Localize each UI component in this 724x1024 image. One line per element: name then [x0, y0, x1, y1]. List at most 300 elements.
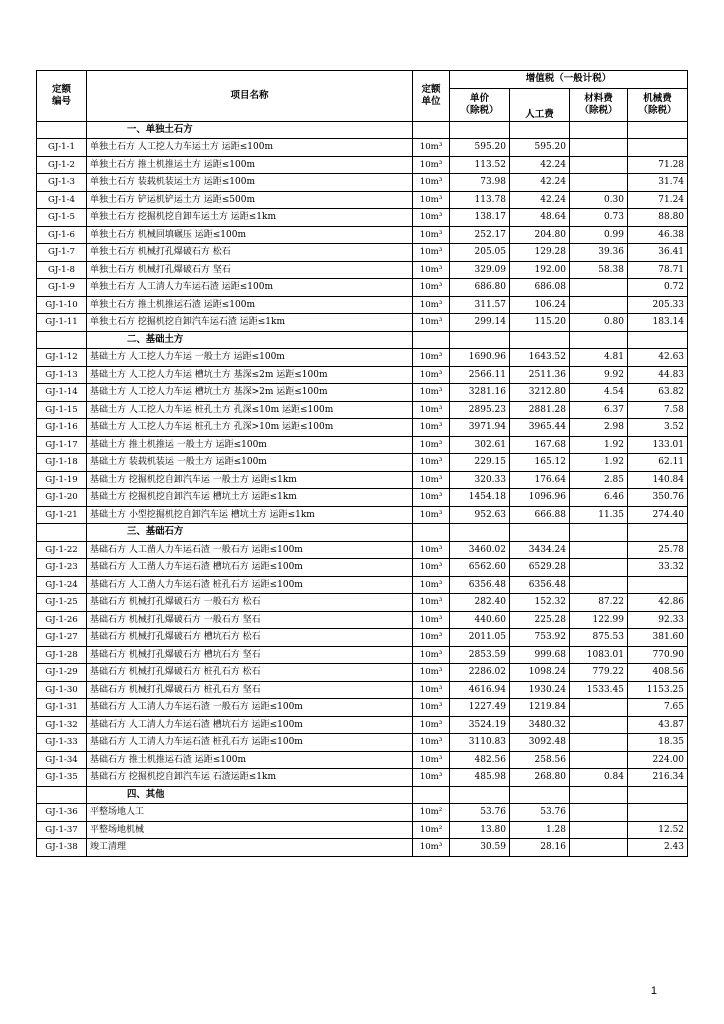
table-row [37, 681, 688, 699]
quota-code: GJ-1-8 [37, 261, 87, 279]
machine-cost: 42.63 [628, 349, 688, 367]
labor-cost: 3480.32 [510, 716, 570, 734]
unit-price: 329.09 [450, 261, 510, 279]
machine-cost: 42.86 [628, 594, 688, 612]
material-cost [570, 839, 628, 857]
labor-cost: 204.80 [510, 226, 570, 244]
unit-price: 302.61 [450, 436, 510, 454]
labor-cost: 165.12 [510, 454, 570, 472]
labor-cost: 258.56 [510, 751, 570, 769]
material-cost: 0.80 [570, 314, 628, 332]
table-row [37, 366, 688, 384]
quota-sheet [36, 70, 687, 857]
quota-code: GJ-1-37 [37, 821, 87, 839]
item-name: 基础土方 人工挖人力车运 桩孔土方 孔深≤10m 运距≤100m [87, 401, 413, 419]
section-empty-cell [510, 331, 570, 349]
table-row [37, 296, 688, 314]
header-labor: 人工费 [510, 88, 570, 121]
quota-code: GJ-1-6 [37, 226, 87, 244]
item-name: 基础石方 机械打孔爆破石方 桩孔石方 松石 [87, 664, 413, 682]
item-name: 单独土石方 机械打孔爆破石方 松石 [87, 244, 413, 262]
unit-price: 2286.02 [450, 664, 510, 682]
quota-unit: 10m³ [413, 646, 450, 664]
item-name: 基础石方 机械打孔爆破石方 槽坑石方 坚石 [87, 646, 413, 664]
header-machine: 机械费 （除税） [628, 88, 688, 121]
quota-unit: 10m³ [413, 191, 450, 209]
quota-code: GJ-1-11 [37, 314, 87, 332]
labor-cost: 152.32 [510, 594, 570, 612]
material-cost: 4.54 [570, 384, 628, 402]
section-code-cell [37, 786, 87, 804]
section-empty-cell [510, 524, 570, 542]
material-cost [570, 139, 628, 157]
unit-price: 1454.18 [450, 489, 510, 507]
quota-unit: 10m³ [413, 716, 450, 734]
header-name: 项目名称 [87, 71, 413, 122]
section-empty-cell [570, 331, 628, 349]
labor-cost: 42.24 [510, 191, 570, 209]
quota-code: GJ-1-30 [37, 681, 87, 699]
material-cost: 39.36 [570, 244, 628, 262]
unit-price: 2011.05 [450, 629, 510, 647]
quota-code: GJ-1-27 [37, 629, 87, 647]
header-unit: 定额 单位 [413, 71, 450, 122]
section-empty-cell [570, 121, 628, 139]
material-cost: 122.99 [570, 611, 628, 629]
machine-cost: 46.38 [628, 226, 688, 244]
item-name: 基础土方 推土机推运 一般土方 运距≤100m [87, 436, 413, 454]
unit-price: 6562.60 [450, 559, 510, 577]
labor-cost: 129.28 [510, 244, 570, 262]
item-name: 基础石方 人工凿人力车运石渣 槽坑石方 运距≤100m [87, 559, 413, 577]
quota-code: GJ-1-22 [37, 541, 87, 559]
item-name: 单独土石方 铲运机铲运土方 运距≤500m [87, 191, 413, 209]
labor-cost: 6529.28 [510, 559, 570, 577]
item-name: 单独土石方 装载机装运土方 运距≤100m [87, 174, 413, 192]
quota-unit: 10m³ [413, 226, 450, 244]
unit-price: 53.76 [450, 804, 510, 822]
labor-cost: 42.24 [510, 156, 570, 174]
quota-code: GJ-1-20 [37, 489, 87, 507]
table-body [37, 121, 688, 856]
material-cost [570, 751, 628, 769]
labor-cost: 1096.96 [510, 489, 570, 507]
item-name: 基础土方 小型挖掘机挖自卸汽车运 槽坑土方 运距≤1km [87, 506, 413, 524]
material-cost: 875.53 [570, 629, 628, 647]
quota-unit: 10m³ [413, 314, 450, 332]
table-row [37, 384, 688, 402]
labor-cost: 6356.48 [510, 576, 570, 594]
machine-cost [628, 576, 688, 594]
item-name: 基础石方 机械打孔爆破石方 桩孔石方 坚石 [87, 681, 413, 699]
table-row [37, 611, 688, 629]
table-row [37, 769, 688, 787]
table-row [37, 506, 688, 524]
item-name: 基础土方 装载机装运 一般土方 运距≤100m [87, 454, 413, 472]
unit-price: 595.20 [450, 139, 510, 157]
quota-code: GJ-1-31 [37, 699, 87, 717]
material-cost: 0.30 [570, 191, 628, 209]
table-row [37, 716, 688, 734]
table-row [37, 804, 688, 822]
quota-code: GJ-1-13 [37, 366, 87, 384]
table-row [37, 244, 688, 262]
quota-unit: 10m³ [413, 839, 450, 857]
material-cost: 0.99 [570, 226, 628, 244]
item-name: 基础土方 挖掘机挖自卸汽车运 槽坑土方 运距≤1km [87, 489, 413, 507]
unit-price: 4616.94 [450, 681, 510, 699]
table-row [37, 471, 688, 489]
table-row [37, 209, 688, 227]
quota-unit: 10m³ [413, 629, 450, 647]
table-row [37, 699, 688, 717]
table-row [37, 226, 688, 244]
material-cost [570, 576, 628, 594]
section-empty-cell [510, 786, 570, 804]
machine-cost: 78.71 [628, 261, 688, 279]
quota-code: GJ-1-15 [37, 401, 87, 419]
item-name: 单独土石方 机械打孔爆破石方 坚石 [87, 261, 413, 279]
quota-code: GJ-1-16 [37, 419, 87, 437]
machine-cost: 63.82 [628, 384, 688, 402]
machine-cost: 1153.25 [628, 681, 688, 699]
machine-cost: 43.87 [628, 716, 688, 734]
section-code-cell [37, 121, 87, 139]
section-empty-cell [570, 786, 628, 804]
machine-cost: 36.41 [628, 244, 688, 262]
unit-price: 30.59 [450, 839, 510, 857]
item-name: 基础石方 机械打孔爆破石方 槽坑石方 松石 [87, 629, 413, 647]
section-empty-cell [413, 786, 450, 804]
quota-code: GJ-1-32 [37, 716, 87, 734]
machine-cost [628, 804, 688, 822]
quota-unit: 10m³ [413, 279, 450, 297]
table-row [37, 751, 688, 769]
unit-price: 1690.96 [450, 349, 510, 367]
machine-cost: 33.32 [628, 559, 688, 577]
quota-unit: 10m³ [413, 401, 450, 419]
labor-cost: 3965.44 [510, 419, 570, 437]
section-title: 四、其他 [87, 786, 413, 804]
unit-price: 2566.11 [450, 366, 510, 384]
labor-cost: 115.20 [510, 314, 570, 332]
material-cost: 1.92 [570, 454, 628, 472]
labor-cost: 48.64 [510, 209, 570, 227]
labor-cost: 686.08 [510, 279, 570, 297]
quota-unit: 10m³ [413, 139, 450, 157]
item-name: 单独土石方 推土机推运石渣 运距≤100m [87, 296, 413, 314]
item-name: 基础石方 人工凿人力车运石渣 桩孔石方 运距≤100m [87, 576, 413, 594]
section-row [37, 786, 688, 804]
section-empty-cell [450, 786, 510, 804]
section-empty-cell [450, 121, 510, 139]
section-empty-cell [628, 524, 688, 542]
section-row [37, 121, 688, 139]
labor-cost: 1643.52 [510, 349, 570, 367]
quota-unit: 10m³ [413, 174, 450, 192]
machine-cost: 350.76 [628, 489, 688, 507]
material-cost: 6.37 [570, 401, 628, 419]
page-number: 1 [650, 985, 657, 997]
section-code-cell [37, 331, 87, 349]
unit-price: 113.78 [450, 191, 510, 209]
quota-unit: 10m³ [413, 699, 450, 717]
quota-unit: 10m³ [413, 349, 450, 367]
item-name: 基础土方 人工挖人力车运 槽坑土方 基深≤2m 运距≤100m [87, 366, 413, 384]
material-cost: 9.92 [570, 366, 628, 384]
unit-price: 73.98 [450, 174, 510, 192]
material-cost: 6.46 [570, 489, 628, 507]
machine-cost: 205.33 [628, 296, 688, 314]
item-name: 单独土石方 挖掘机挖自卸车运土方 运距≤1km [87, 209, 413, 227]
quota-unit: 10m³ [413, 751, 450, 769]
item-name: 单独土石方 人工清人力车运石渣 运距≤100m [87, 279, 413, 297]
material-cost [570, 174, 628, 192]
section-code-cell [37, 524, 87, 542]
material-cost: 1533.45 [570, 681, 628, 699]
labor-cost: 1.28 [510, 821, 570, 839]
labor-cost: 1219.84 [510, 699, 570, 717]
quota-unit: 10m³ [413, 559, 450, 577]
quota-unit: 10m³ [413, 261, 450, 279]
header-code: 定额 编号 [37, 71, 87, 122]
table-row [37, 279, 688, 297]
unit-price: 1227.49 [450, 699, 510, 717]
material-cost [570, 699, 628, 717]
item-name: 平整场地人工 [87, 804, 413, 822]
item-name: 单独土石方 人工挖人力车运土方 运距≤100m [87, 139, 413, 157]
quota-code: GJ-1-36 [37, 804, 87, 822]
quota-unit: 10m³ [413, 611, 450, 629]
item-name: 基础石方 人工清人力车运石渣 槽坑石方 运距≤100m [87, 716, 413, 734]
section-title: 一、单独土石方 [87, 121, 413, 139]
section-title: 二、基础土方 [87, 331, 413, 349]
item-name: 基础土方 人工挖人力车运 一般土方 运距≤100m [87, 349, 413, 367]
header-material: 材料费 （除税） [570, 88, 628, 121]
machine-cost: 216.34 [628, 769, 688, 787]
table-row [37, 436, 688, 454]
table-row [37, 401, 688, 419]
quota-table [36, 70, 688, 857]
quota-unit: 10m³ [413, 681, 450, 699]
unit-price: 2853.59 [450, 646, 510, 664]
section-empty-cell [628, 786, 688, 804]
section-empty-cell [510, 121, 570, 139]
machine-cost: 274.40 [628, 506, 688, 524]
labor-cost: 3092.48 [510, 734, 570, 752]
table-row [37, 646, 688, 664]
unit-price: 320.33 [450, 471, 510, 489]
table-row [37, 664, 688, 682]
machine-cost: 3.52 [628, 419, 688, 437]
unit-price: 3110.83 [450, 734, 510, 752]
machine-cost: 71.28 [628, 156, 688, 174]
quota-code: GJ-1-24 [37, 576, 87, 594]
labor-cost: 167.68 [510, 436, 570, 454]
material-cost: 779.22 [570, 664, 628, 682]
unit-price: 3281.16 [450, 384, 510, 402]
table-row [37, 629, 688, 647]
machine-cost: 133.01 [628, 436, 688, 454]
machine-cost: 31.74 [628, 174, 688, 192]
quota-unit: 10m³ [413, 244, 450, 262]
header-price: 单价 （除税） [450, 88, 510, 121]
machine-cost: 7.58 [628, 401, 688, 419]
item-name: 基础土方 人工挖人力车运 槽坑土方 基深>2m 运距≤100m [87, 384, 413, 402]
labor-cost: 3212.80 [510, 384, 570, 402]
material-cost [570, 734, 628, 752]
quota-unit: 10m³ [413, 454, 450, 472]
table-row [37, 734, 688, 752]
table-row [37, 576, 688, 594]
item-name: 基础石方 人工清人力车运石渣 桩孔石方 运距≤100m [87, 734, 413, 752]
item-name: 竣工清理 [87, 839, 413, 857]
labor-cost: 42.24 [510, 174, 570, 192]
material-cost [570, 156, 628, 174]
labor-cost: 268.80 [510, 769, 570, 787]
quota-code: GJ-1-5 [37, 209, 87, 227]
section-empty-cell [628, 121, 688, 139]
section-empty-cell [450, 524, 510, 542]
quota-unit: 10m³ [413, 471, 450, 489]
quota-code: GJ-1-3 [37, 174, 87, 192]
quota-code: GJ-1-7 [37, 244, 87, 262]
material-cost: 2.98 [570, 419, 628, 437]
table-row [37, 559, 688, 577]
quota-code: GJ-1-10 [37, 296, 87, 314]
quota-unit: 10m³ [413, 576, 450, 594]
unit-price: 282.40 [450, 594, 510, 612]
table-row [37, 541, 688, 559]
machine-cost: 408.56 [628, 664, 688, 682]
quota-unit: 10m² [413, 804, 450, 822]
quota-unit: 10m³ [413, 489, 450, 507]
machine-cost: 62.11 [628, 454, 688, 472]
machine-cost: 71.24 [628, 191, 688, 209]
quota-code: GJ-1-23 [37, 559, 87, 577]
unit-price: 3971.94 [450, 419, 510, 437]
machine-cost: 44.83 [628, 366, 688, 384]
machine-cost: 92.33 [628, 611, 688, 629]
material-cost: 1.92 [570, 436, 628, 454]
table-row [37, 156, 688, 174]
quota-unit: 10m³ [413, 664, 450, 682]
quota-code: GJ-1-38 [37, 839, 87, 857]
quota-unit: 10m³ [413, 296, 450, 314]
unit-price: 113.52 [450, 156, 510, 174]
table-row [37, 261, 688, 279]
machine-cost: 88.80 [628, 209, 688, 227]
quota-code: GJ-1-34 [37, 751, 87, 769]
quota-code: GJ-1-18 [37, 454, 87, 472]
item-name: 平整场地机械 [87, 821, 413, 839]
machine-cost: 18.35 [628, 734, 688, 752]
section-empty-cell [413, 331, 450, 349]
material-cost [570, 279, 628, 297]
unit-price: 2895.23 [450, 401, 510, 419]
labor-cost: 666.88 [510, 506, 570, 524]
machine-cost [628, 139, 688, 157]
quota-unit: 10m³ [413, 436, 450, 454]
section-empty-cell [450, 331, 510, 349]
unit-price: 205.05 [450, 244, 510, 262]
labor-cost: 1930.24 [510, 681, 570, 699]
item-name: 基础土方 挖掘机挖自卸汽车运 一般土方 运距≤1km [87, 471, 413, 489]
section-row [37, 524, 688, 542]
labor-cost: 753.92 [510, 629, 570, 647]
material-cost [570, 296, 628, 314]
section-empty-cell [413, 524, 450, 542]
material-cost: 1083.01 [570, 646, 628, 664]
material-cost [570, 716, 628, 734]
table-row [37, 174, 688, 192]
quota-unit: 10m³ [413, 506, 450, 524]
machine-cost: 2.43 [628, 839, 688, 857]
machine-cost: 12.52 [628, 821, 688, 839]
machine-cost: 140.84 [628, 471, 688, 489]
unit-price: 252.17 [450, 226, 510, 244]
item-name: 基础石方 机械打孔爆破石方 一般石方 松石 [87, 594, 413, 612]
labor-cost: 176.64 [510, 471, 570, 489]
item-name: 基础石方 推土机推运石渣 运距≤100m [87, 751, 413, 769]
unit-price: 229.15 [450, 454, 510, 472]
labor-cost: 53.76 [510, 804, 570, 822]
quota-code: GJ-1-26 [37, 611, 87, 629]
labor-cost: 192.00 [510, 261, 570, 279]
quota-code: GJ-1-9 [37, 279, 87, 297]
unit-price: 485.98 [450, 769, 510, 787]
unit-price: 440.60 [450, 611, 510, 629]
quota-unit: 10m³ [413, 769, 450, 787]
quota-code: GJ-1-25 [37, 594, 87, 612]
quota-code: GJ-1-33 [37, 734, 87, 752]
material-cost: 2.85 [570, 471, 628, 489]
quota-unit: 10m³ [413, 384, 450, 402]
labor-cost: 225.28 [510, 611, 570, 629]
machine-cost: 381.60 [628, 629, 688, 647]
quota-code: GJ-1-1 [37, 139, 87, 157]
material-cost: 87.22 [570, 594, 628, 612]
material-cost [570, 821, 628, 839]
labor-cost: 999.68 [510, 646, 570, 664]
quota-unit: 10m³ [413, 366, 450, 384]
machine-cost: 224.00 [628, 751, 688, 769]
item-name: 基础石方 人工清人力车运石渣 一般石方 运距≤100m [87, 699, 413, 717]
quota-unit: 10m³ [413, 594, 450, 612]
item-name: 单独土石方 推土机推运土方 运距≤100m [87, 156, 413, 174]
table-row [37, 349, 688, 367]
labor-cost: 3434.24 [510, 541, 570, 559]
unit-price: 299.14 [450, 314, 510, 332]
item-name: 基础石方 人工凿人力车运石渣 一般石方 运距≤100m [87, 541, 413, 559]
quota-code: GJ-1-14 [37, 384, 87, 402]
quota-unit: 10m² [413, 821, 450, 839]
labor-cost: 2881.28 [510, 401, 570, 419]
item-name: 单独土石方 挖掘机挖自卸汽车运石渣 运距≤1km [87, 314, 413, 332]
unit-price: 6356.48 [450, 576, 510, 594]
labor-cost: 2511.36 [510, 366, 570, 384]
table-row [37, 419, 688, 437]
table-row [37, 139, 688, 157]
unit-price: 3524.19 [450, 716, 510, 734]
unit-price: 686.80 [450, 279, 510, 297]
table-row [37, 821, 688, 839]
quota-code: GJ-1-35 [37, 769, 87, 787]
quota-code: GJ-1-28 [37, 646, 87, 664]
material-cost: 0.73 [570, 209, 628, 227]
table-row [37, 839, 688, 857]
quota-code: GJ-1-19 [37, 471, 87, 489]
